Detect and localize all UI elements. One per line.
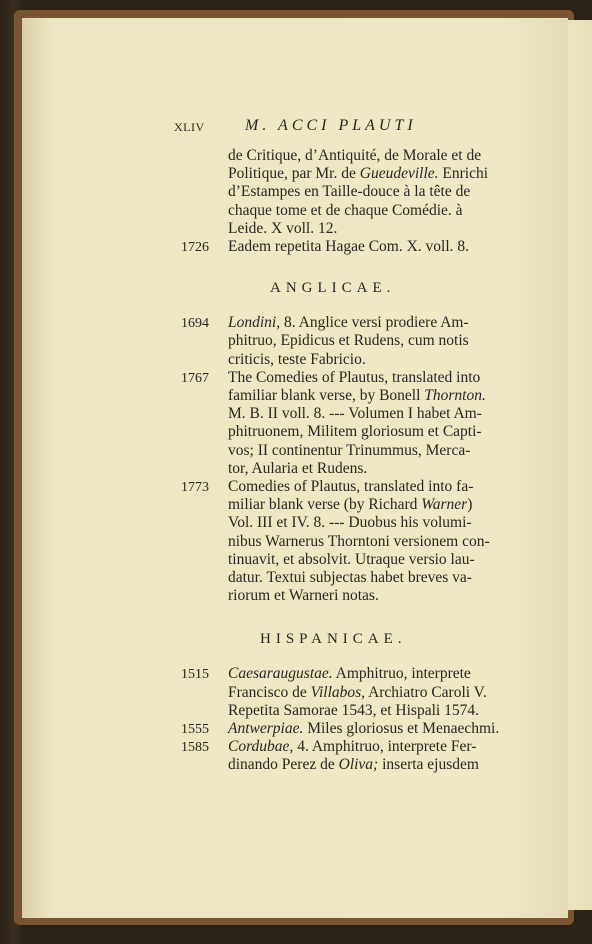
text-run: 8. Anglice versi prodiere Am- <box>280 314 469 332</box>
text-run: riorum et Warneri notas. <box>228 587 379 605</box>
text-line <box>228 587 379 605</box>
text-line <box>228 369 480 387</box>
text-run: M. B. II voll. 8. --- Volumen I habet Am- <box>228 405 482 423</box>
text-run: The Comedies of Plautus, translated into <box>228 368 481 386</box>
text-line <box>228 702 479 720</box>
text-run: ) <box>467 496 473 514</box>
text-run: Archiatro Caroli V. <box>365 683 487 701</box>
text-run: Miles gloriosus et Menaechmi. <box>303 720 500 737</box>
text-run: Francisco de <box>228 683 311 701</box>
italic-text: Londini, <box>228 314 281 332</box>
text-line <box>228 202 463 220</box>
entry-year: 1694 <box>181 316 209 332</box>
text-run: Enrichi <box>438 165 489 183</box>
italic-text: Oliva; <box>338 756 379 774</box>
entry-year: 1767 <box>181 370 209 386</box>
italic-text: Gueudeville. <box>359 165 439 183</box>
page-folio: XLIV <box>174 120 205 134</box>
text-line <box>228 387 486 405</box>
text-line <box>228 405 482 423</box>
text-run: datur. Textui subjectas habet breves va- <box>228 569 472 586</box>
text-line <box>228 238 469 256</box>
italic-text: Caesaraugustae. <box>228 665 333 683</box>
text-run: de Critique, d’Antiquité, de Morale et de <box>228 147 482 164</box>
text-run: tinuavit, et absolvit. Utraque versio lau- <box>228 550 475 568</box>
text-line <box>228 220 337 238</box>
text-run: phitruo, Epidicus et Rudens, cum notis <box>228 332 469 350</box>
text-line <box>228 514 472 532</box>
text-line <box>228 533 490 551</box>
text-line <box>228 738 476 756</box>
text-run: familiar blank verse, by Bonell <box>228 387 425 404</box>
text-line <box>228 147 481 165</box>
text-line <box>228 478 473 496</box>
italic-text: Warner <box>421 496 468 514</box>
text-run: criticis, teste Fabricio. <box>228 350 366 368</box>
text-line <box>228 460 367 478</box>
entry-year: 1726 <box>181 240 209 255</box>
text-run: Leide. X voll. 12. <box>228 219 338 237</box>
text-line <box>228 496 472 514</box>
text-line <box>228 351 366 369</box>
text-line <box>228 665 471 683</box>
text-line <box>228 720 499 738</box>
text-line <box>228 569 472 587</box>
running-title: M. ACCI PLAUTI <box>245 117 417 134</box>
text-line <box>228 442 470 460</box>
text-run: miliar blank verse (by Richard <box>228 496 422 514</box>
section-heading: HISPANICAE. <box>260 631 407 648</box>
text-run: Politique, par Mr. de <box>228 165 360 183</box>
text-run: inserta ejusdem <box>378 756 479 774</box>
text-line <box>228 423 482 441</box>
text-run: Eadem repetita Hagae Com. X. voll. 8. <box>228 238 470 255</box>
italic-text: Antwerpiae. <box>228 720 304 737</box>
entry-year: 1555 <box>181 722 209 737</box>
text-run: nibus Warnerus Thorntoni versionem con- <box>228 532 490 550</box>
entry-year: 1773 <box>181 480 209 495</box>
text-run: Vol. III et IV. 8. --- Duobus his volumi- <box>228 514 472 532</box>
section-heading: ANGLICAE. <box>270 280 396 297</box>
text-line <box>228 165 488 183</box>
text-run: Comedies of Plautus, translated into fa- <box>228 478 474 495</box>
text-run: Repetita Samorae 1543, et Hispali 1574. <box>228 701 479 719</box>
entry-year: 1515 <box>181 667 209 683</box>
text-run: dinando Perez de <box>228 756 339 774</box>
text-line <box>228 332 469 350</box>
text-run: Amphitruo, interprete <box>332 665 471 683</box>
italic-text: Thornton. <box>424 387 486 404</box>
text-run: tor, Aularia et Rudens. <box>228 459 368 477</box>
text-run: vos; II continentur Trinummus, Merca- <box>228 441 471 459</box>
entry-year: 1585 <box>181 740 209 756</box>
text-line <box>228 684 487 702</box>
text-run: phitruonem, Militem gloriosum et Capti- <box>228 423 482 441</box>
text-line <box>228 314 469 332</box>
text-line <box>228 551 475 569</box>
italic-text: Villabos, <box>310 683 366 701</box>
text-line <box>228 183 470 201</box>
text-line <box>228 756 479 774</box>
text-run: chaque tome et de chaque Comédie. à <box>228 201 463 219</box>
italic-text: Cordubae, <box>228 738 294 756</box>
text-run: d’Estampes en Taille-douce à la tête de <box>228 183 471 201</box>
text-run: 4. Amphitruo, interprete Fer- <box>293 738 477 756</box>
